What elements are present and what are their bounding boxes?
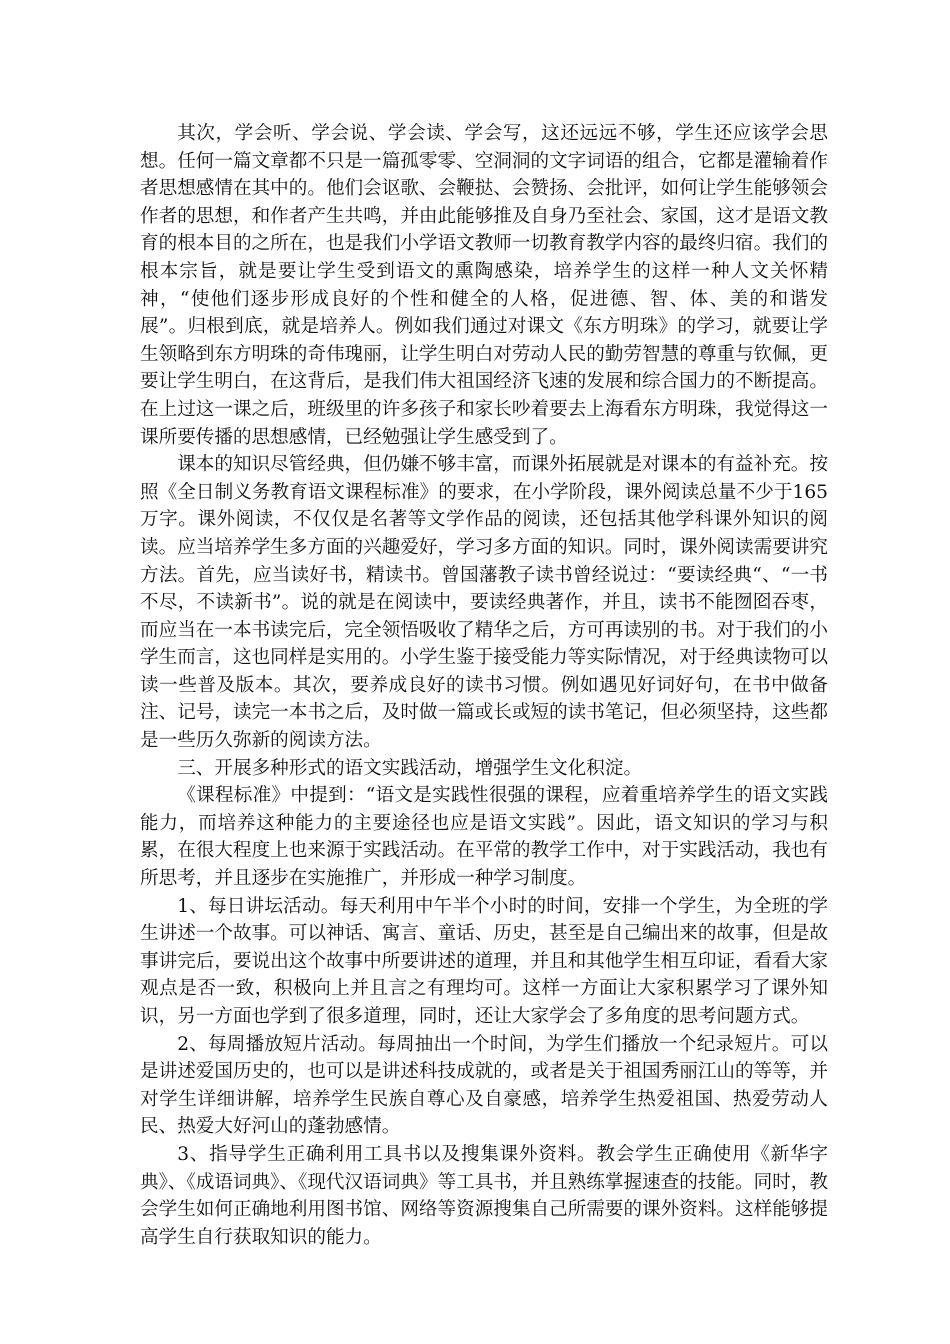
paragraph-think: 其次，学会听、学会说、学会读、学会写，这还远远不够，学生还应该学会思想。任何一篇文章都不只是一篇孤零零、空洞洞的文字词语的组合，它都是灌输着作者思想感情在其中的。他们会讴歌、会鞭挞、会赞扬、会批评，如何让学生能够领会作者的思想，和作者产生共鸣，并由此能够推及自身乃至社会、家国，这才是语文教育的根本目的之所在，也是我们小学语文教师一切教育教学内容的最终归宿。我们的根本宗旨，就是要让学生受到语文的熏陶感染，培养学生的这样一种人文关怀精神，“使他们逐步形成良好的个性和健全的人格，促进德、智、体、美的和谐发展”。归根到底，就是培养人。例如我们通过对课文《东方明珠》的学习，就要让学生领略到东方明珠的奇伟瑰丽，让学生明白对劳动人民的勤劳智慧的尊重与钦佩，更要让学生明白，在这背后，是我们伟大祖国经济飞速的发展和综合国力的不断提高。在上过这一课之后，班级里的许多孩子和家长吵着要去上海看东方明珠，我觉得这一课所要传播的思想感情，已经勉强让学生感受到了。	[140, 123, 828, 448]
paragraph-reference-books: 3、指导学生正确利用工具书以及搜集课外资料。教会学生正确使用《新华字典》、《成语词典》、《现代汉语词典》等工具书，并且熟练掌握速查的技能。同时，教会学生如何正确地利用图书馆、网络等资源搜集自己所需要的课外资料。这样能够提高学生自行获取知识的能力。	[140, 1143, 828, 1248]
document-body	[140, 120, 828, 1251]
paragraph-curriculum-standard: 《课程标准》中提到：“语文是实践性很强的课程，应着重培养学生的语文实践能力，而培养这种能力的主要途径也应是语文实践”。因此，语文知识的学习与积累，在很大程度上也来源于实践活动。在平常的教学工作中，对于实践活动，我也有所思考，并且逐步在实施推广，并形成一种学习制度。	[140, 785, 828, 890]
section-heading-practice: 三、开展多种形式的语文实践活动，增强学生文化积淀。	[177, 757, 643, 779]
paragraph-extracurricular-reading: 课本的知识尽管经典，但仍嫌不够丰富，而课外拓展就是对课本的有益补充。按照《全日制义务教育语文课程标准》的要求，在小学阶段，课外阅读总量不少于165万字。课外阅读，不仅仅是名著等文学作品的阅读，还包括其他学科课外知识的阅读。应当培养学生多方面的兴趣爱好，学习多方面的知识。同时，课外阅读需要讲究方法。首先，应当读好书，精读书。曾国藩教子读书曾经说过：“要读经典“、“一书不尽，不读新书”。说的就是在阅读中，要读经典著作，并且，读书不能囫囵吞枣，而应当在一本书读完后，完全领悟吸收了精华之后，方可再读别的书。对于我们的小学生而言，这也同样是实用的。小学生鉴于接受能力等实际情况，对于经典读物可以读一些普及版本。其次，要养成良好的读书习惯。例如遇见好词好句，在书中做备注、记号，读完一本书之后，及时做一篇或长或短的读书笔记，但必须坚持，这些都是一些历久弥新的阅读方法。	[140, 454, 828, 752]
paragraph-weekly-film: 2、每周播放短片活动。每周抽出一个时间，为学生们播放一个纪录短片。可以是讲述爱国历史的，也可以是讲述科技成就的，或者是关于祖国秀丽江山的等等，并对学生详细讲解，培养学生民族自尊心及自豪感，培养学生热爱祖国、热爱劳动人民、热爱大好河山的蓬勃感情。	[140, 1033, 828, 1138]
paragraph-daily-forum: 1、每日讲坛活动。每天利用中午半个小时的时间，安排一个学生，为全班的学生讲述一个故事。可以神话、寓言、童话、历史，甚至是自己编出来的故事，但是故事讲完后，要说出这个故事中所要讲述的道理，并且和其他学生相互印证，看看大家观点是否一致，积极向上并且言之有理均可。这样一方面让大家积累学习了课外知识，另一方面也学到了很多道理，同时，还让大家学会了多角度的思考问题方式。	[140, 895, 828, 1027]
